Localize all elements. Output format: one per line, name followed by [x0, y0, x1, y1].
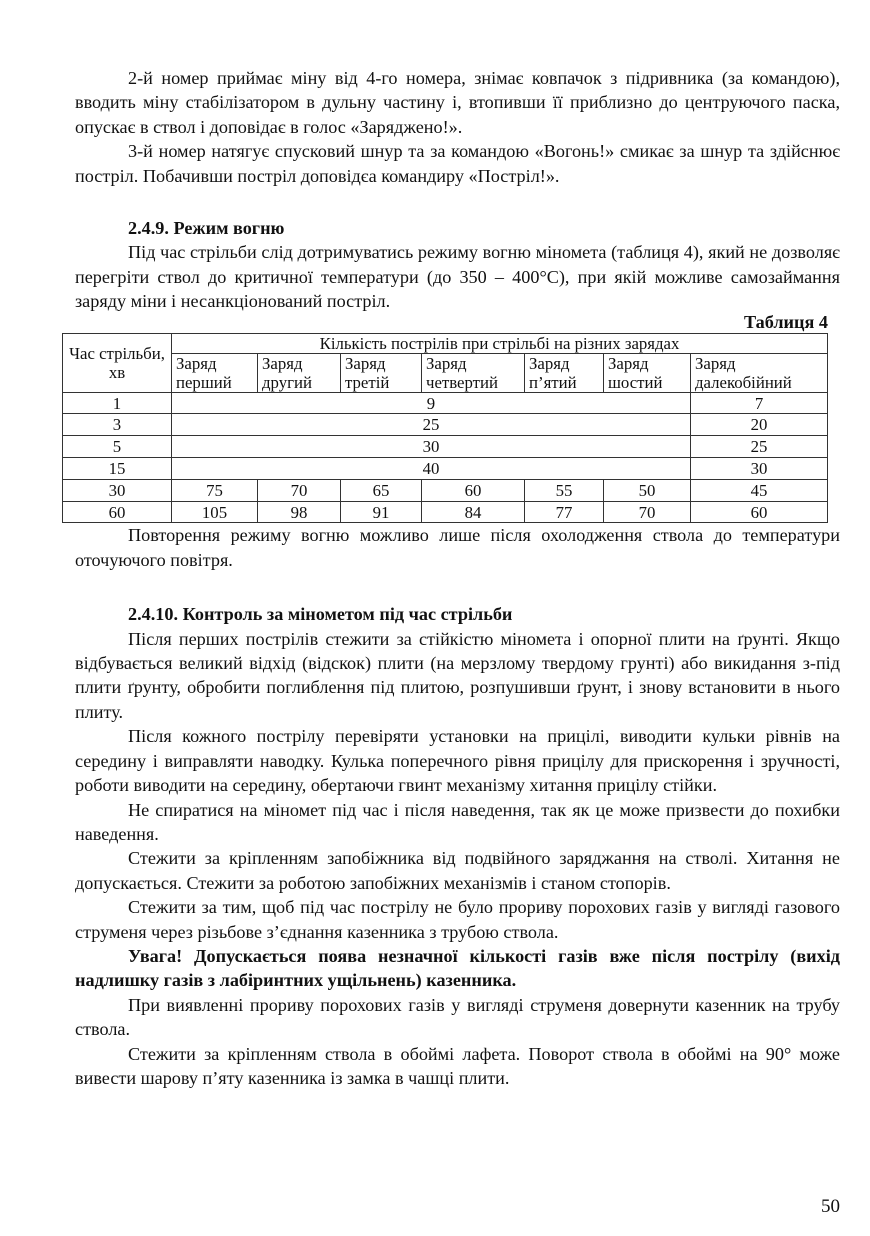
table-cell: 45 [691, 479, 828, 501]
table-cell: 50 [604, 479, 691, 501]
table-row [63, 501, 828, 523]
page-content [69, 66, 840, 1090]
section-heading-2-4-10: 2.4.10. Контроль за мінометом під час стрільби [128, 604, 513, 625]
table-cell: 91 [341, 501, 422, 523]
fire-mode-table [62, 333, 828, 524]
table-cell-merged: 25 [172, 414, 691, 436]
table-row [63, 436, 828, 458]
table-header-time: Час стрільби, хв [63, 333, 172, 392]
table-cell: 84 [422, 501, 525, 523]
table-header-charge: Заряд третій [341, 353, 422, 392]
table-cell: 65 [341, 479, 422, 501]
control-paragraph: При виявленні прориву порохових газів у вигляді струменя довернути казенник на трубу ствола. [75, 994, 840, 1040]
table-cell-time: 3 [63, 414, 172, 436]
table-header-charge: Заряд шостий [604, 353, 691, 392]
table-header-charge: Заряд перший [172, 353, 258, 392]
table-cell: 98 [258, 501, 341, 523]
table-cell-time: 1 [63, 392, 172, 414]
table-cell-long-range: 30 [691, 458, 828, 480]
table-row [63, 414, 828, 436]
fire-mode-paragraph: Під час стрільби слід дотримуватись режиму вогню міномета (таблиця 4), який не дозволяє перегріти ствол до критичної температури (до 350 – 400°С), при якій можливе самозаймання заряду міни і несанкціонований постріл. [75, 242, 840, 312]
intro-paragraph-2: 3-й номер натягує спусковий шнур та за командою «Вогонь!» смикає за шнур та здійснює постріл. Побачивши постріл доповідєа командиру «Постріл!». [75, 141, 840, 186]
table-row [63, 392, 828, 414]
table-header-charge: Заряд четвертий [422, 353, 525, 392]
repeat-fire-paragraph: Повторення режиму вогню можливо лише після охолодження ствола до температури оточуючого повітря. [75, 525, 840, 570]
table-cell-time: 5 [63, 436, 172, 458]
table-header-charge: Заряд п’ятий [525, 353, 604, 392]
section-heading-2-4-9: 2.4.9. Режим вогню [128, 218, 285, 239]
table-cell-merged: 9 [172, 392, 691, 414]
table-row [63, 458, 828, 480]
warning-paragraph: Увага! Допускається поява незначної кількості газів вже після пострілу (вихід надлишку газів з лабіринтних ущільнень) казенника. [75, 945, 840, 991]
table-header-group: Кількість пострілів при стрільбі на різних зарядах [172, 333, 828, 353]
table-caption: Таблиця 4 [743, 311, 828, 332]
table-cell-merged: 40 [172, 458, 691, 480]
table-cell-merged: 30 [172, 436, 691, 458]
table-cell: 75 [172, 479, 258, 501]
control-paragraph: Після перших пострілів стежити за стійкістю міномета і опорної плити на ґрунті. Якщо відбувається великий відхід (відскок) плити (на мерзлому твердому грунті) або викидання з-під плити ґрунту, обробити поглиблення під плитою, розпушивши ґрунт, і знову встановити в нього плиту. [75, 628, 840, 722]
control-paragraph: Після кожного пострілу перевіряти установки на прицілі, виводити кульки рівнів на середину і виправляти наводку. Кулька поперечного рівня прицілу для прискорення і зручності, роботи виводити на середину, обертаючи гвинт механізму хитання прицілу стійки. [75, 726, 840, 796]
table-cell: 77 [525, 501, 604, 523]
control-paragraph: Стежити за кріпленням запобіжника від подвійного заряджання на стволі. Хитання не допускається. Стежити за роботою запобіжних механізмів і станом стопорів. [75, 848, 840, 893]
intro-paragraph-1: 2-й номер приймає міну від 4-го номера, знімає ковпачок з підривника (за командою), вводить міну стабілізатором в дульну частину і, втопивши її приблизно до центруючого паска, опускає в ствол і доповідає в голос «Заряджено!». [75, 68, 840, 137]
table-cell: 105 [172, 501, 258, 523]
table-header-charge: Заряд далекобійний [691, 353, 828, 392]
table-cell: 70 [258, 479, 341, 501]
table-cell: 60 [422, 479, 525, 501]
table-cell: 70 [604, 501, 691, 523]
table-cell: 60 [691, 501, 828, 523]
table-header-charge: Заряд другий [258, 353, 341, 392]
control-paragraph: Не спиратися на міномет під час і після наведення, так як це може призвести до похибки наведення. [75, 799, 840, 844]
table-cell-long-range: 7 [691, 392, 828, 414]
table-cell-time: 60 [63, 501, 172, 523]
table-cell-long-range: 25 [691, 436, 828, 458]
page-number: 50 [821, 1196, 840, 1217]
table-cell-time: 15 [63, 458, 172, 480]
table-cell: 55 [525, 479, 604, 501]
table-cell-time: 30 [63, 479, 172, 501]
control-paragraph: Стежити за кріпленням ствола в обоймі лафета. Поворот ствола в обоймі на 90° може вивести шарову п’яту казенника із замка в чашці плити. [75, 1043, 840, 1088]
control-paragraph: Стежити за тим, щоб під час пострілу не було прориву порохових газів у вигляді газового струменя через різьбове з’єднання казенника з трубою ствола. [75, 897, 840, 942]
table-cell-long-range: 20 [691, 414, 828, 436]
table-row [63, 479, 828, 501]
